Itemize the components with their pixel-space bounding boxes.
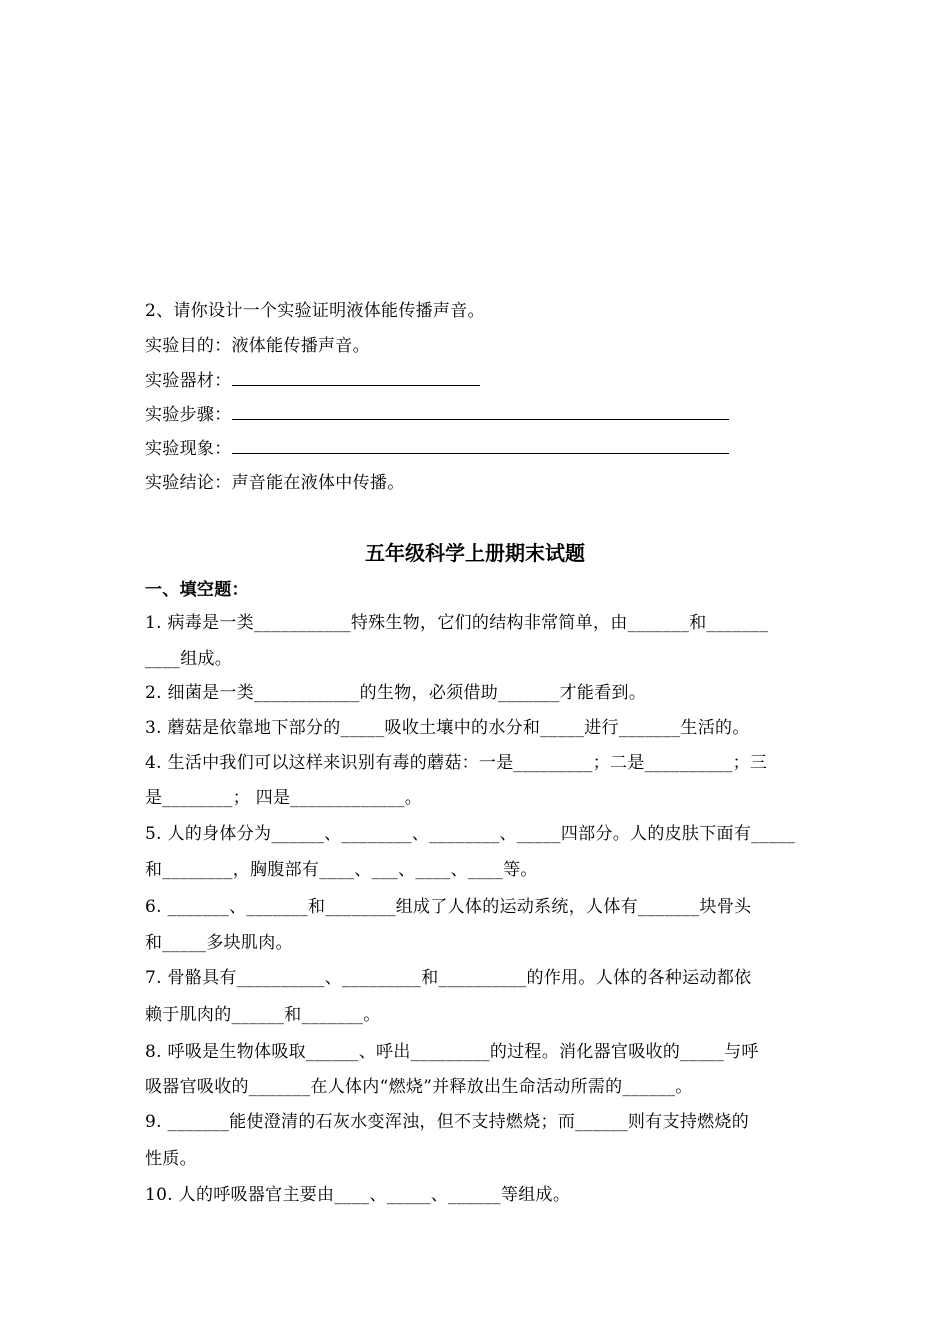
exp-steps-label: 实验步骤： xyxy=(145,405,232,425)
phenomenon-blank[interactable] xyxy=(232,437,729,454)
steps-blank[interactable] xyxy=(232,403,729,420)
fill-line-14: 吸器官吸收的_______在人体内“燃烧”并释放出生命活动所需的______。 xyxy=(145,1077,693,1097)
fill-line-16: 性质。 xyxy=(145,1149,197,1169)
fill-line-17: 10. 人的呼吸器官主要由____、_____、______等组成。 xyxy=(145,1185,571,1205)
fill-line-8: 和________，胸腹部有____、___、____、____等。 xyxy=(145,860,538,880)
exp-phenomenon-label: 实验现象： xyxy=(145,439,232,459)
fill-line-13: 8. 呼吸是生物体吸取______、呼出_________的过程。消化器官吸收的_____与呼 xyxy=(145,1042,759,1062)
fill-line-12: 赖于肌肉的______和_______。 xyxy=(145,1005,381,1025)
page-title: 五年级科学上册期末试题 xyxy=(365,541,585,565)
fill-line-1: 1. 病毒是一类___________特殊生物，它们的结构非常简单，由_______和_______ xyxy=(145,613,769,633)
exp-question: 2、请你设计一个实验证明液体能传播声音。 xyxy=(145,301,485,321)
exp-conclusion: 实验结论：声音能在液体中传播。 xyxy=(145,473,405,493)
exp-steps xyxy=(145,403,729,426)
fill-line-10: 和_____多块肌肉。 xyxy=(145,933,293,953)
fill-line-5: 4. 生活中我们可以这样来识别有毒的蘑菇：一是_________；二是__________；三 xyxy=(145,753,768,773)
exp-purpose: 实验目的：液体能传播声音。 xyxy=(145,336,370,356)
fill-line-4: 3. 蘑菇是依靠地下部分的_____吸收土壤中的水分和_____进行_______生活的。 xyxy=(145,718,750,738)
exp-materials xyxy=(145,369,480,392)
fill-line-7: 5. 人的身体分为______、________、________、_____四部分。人的皮肤下面有_____ xyxy=(145,824,796,844)
fill-line-3: 2. 细菌是一类____________的生物，必须借助_______才能看到。 xyxy=(145,683,647,703)
section-heading: 一、填空题： xyxy=(145,580,249,600)
materials-blank[interactable] xyxy=(232,369,480,386)
exp-phenomenon xyxy=(145,437,729,460)
fill-line-11: 7. 骨骼具有__________、_________和__________的作用。人体的各种运动都依 xyxy=(145,968,752,988)
fill-line-15: 9. _______能使澄清的石灰水变浑浊，但不支持燃烧；而______则有支持燃烧的 xyxy=(145,1112,750,1132)
fill-line-9: 6. _______、_______和________组成了人体的运动系统，人体有_______块骨头 xyxy=(145,897,752,917)
exp-materials-label: 实验器材： xyxy=(145,371,232,391)
fill-line-2: ____组成。 xyxy=(145,649,233,669)
fill-line-6: 是________； 四是_____________。 xyxy=(145,788,423,808)
